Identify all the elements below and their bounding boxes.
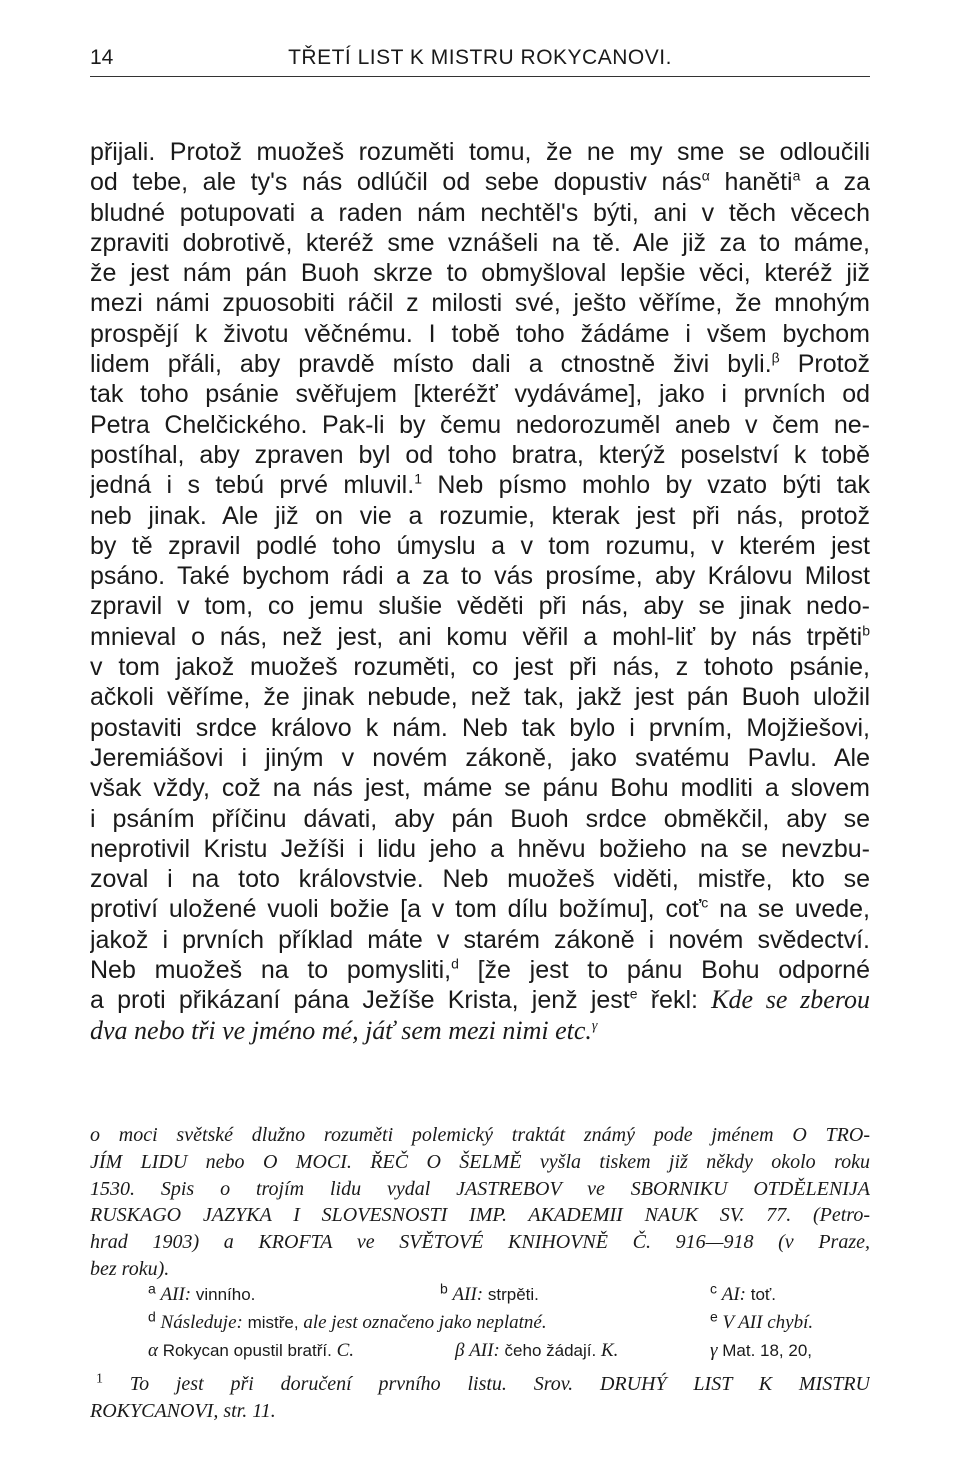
editorial-note — [90, 1122, 870, 1283]
text-line: psáno. Také bychom rádi a za to vás prosíme, aby Královu Milost — [90, 562, 870, 591]
apparatus-entry: $^c$ AI: toť. — [710, 1280, 777, 1305]
text-line: v tom jakož muožeš rozuměti, co jest při nás, z tohoto psánie, — [90, 653, 870, 682]
note-line: RUSKAGO JAZYKA I SLOVESNOSTI IMP. AKADEMII NAUK SV. 77. (Petro- — [90, 1204, 870, 1227]
apparatus-entry: $^d$ Následuje: mistře, ale jest označeno jako neplatné. — [148, 1308, 547, 1333]
text-line: protiví uložené vuoli božie [a v tom dílu božímu], coť$^c$ na se uvede, — [90, 895, 870, 924]
note-line: hrad 1903) a KROFTA ve SVĚTOVÉ KNIHOVNĚ Č. 916—918 (v Praze, — [90, 1231, 870, 1254]
note-line: bez roku). — [90, 1257, 170, 1280]
text-line: ačkoli věříme, že jinak nebude, než tak, jakž jest pán Buoh uložil — [90, 683, 870, 712]
apparatus-entry: $^e$ V AII chybí. — [710, 1308, 814, 1333]
text-line: lidem přáli, aby pravdě místo dali a ctnostně živi byli.$^\beta$ Protož — [90, 349, 870, 379]
text-line: zoval i na toto královstvie. Neb muožeš viděti, mistře, kto se — [90, 865, 870, 894]
note-line: $^1$ To jest při doručení prvního listu. Srov. DRUHÝ LIST K MISTRU — [96, 1371, 870, 1395]
text-line: neb jinak. Ale již on vie a rozumie, kterak jest při nás, protož — [90, 501, 870, 530]
text-line: přijali. Protož muožeš rozuměti tomu, že ne my sme se odloučili — [90, 138, 870, 166]
main-text — [90, 137, 870, 1046]
note-line: JÍM LIDU nebo O MOCI. ŘEČ O ŠELMĚ vyšla tiskem již někdy okolo roku — [90, 1150, 870, 1173]
page-number: 14 — [90, 46, 114, 69]
footnote-1 — [90, 1371, 870, 1425]
text-line: tak toho psánie svěřujem [kteréžť vydáváme], jako i prvních od — [90, 380, 870, 409]
text-line: jakož i prvních příklad máte v starém zákoně i novém svědectví. — [90, 925, 870, 954]
text-line: i psáním příčinu dávati, aby pán Buoh srdce obměkčil, aby se — [90, 804, 870, 833]
text-line: by tě zpravil podlé toho úmyslu a v tom rozumu, v kterém jest — [90, 531, 870, 560]
text-line: neprotivil Kristu Ježíši i lidu jeho a hněvu božieho na se nevzbu- — [90, 834, 870, 863]
text-line: a proti přikázaní pána Ježíše Krista, jenž jest$^e$ řekl: Kde se zberou — [90, 985, 870, 1015]
page-header — [90, 40, 870, 74]
apparatus-row — [90, 1280, 870, 1312]
text-line: Neb muožeš na to pomysliti,$^d$ [že jest to pánu Bohu odporné — [90, 955, 870, 985]
text-line: od tebe, ale ty's nás odlúčil od sebe dopustiv nás$^\alpha$ haněti$^a$ a za — [90, 167, 870, 197]
header-rule — [90, 76, 870, 77]
text-line: Petra Chelčického. Pak-li by čemu nedorozuměl aneb v čem ne- — [90, 410, 870, 439]
running-title: TŘETÍ LIST K MISTRU ROKYCANOVI. — [288, 46, 672, 69]
note-line: ROKYCANOVI, str. 11. — [90, 1399, 276, 1422]
text-line: postaviti srdce královo k nám. Neb tak bylo i prvním, Mojžiešovi, — [90, 713, 870, 742]
text-line: postíhal, aby zpraven byl od toho bratra, kterýž poselství k tobě — [90, 440, 870, 469]
critical-apparatus — [90, 1280, 870, 1368]
text-line: zpraviti dobrotivě, kteréž sme vznášeli na tě. Ale již za to máme, — [90, 228, 870, 257]
text-line: však vždy, což na nás jest, máme se pánu Bohu modliti a slovem — [90, 774, 870, 803]
text-line: mezi námi zpuosobiti ráčil z milosti své, ješto věříme, že mnohým — [90, 289, 870, 318]
apparatus-entry: α Rokycan opustil bratří. C. — [148, 1340, 355, 1361]
text-line: zpravil v tom, co jemu slušie věděti při nás, aby se jinak nedo- — [90, 592, 870, 621]
text-line: bludné potupovati a raden nám nechtěl's býti, ani v těch věcech — [90, 198, 870, 227]
text-line: že jest nám pán Buoh skrze to obmyšloval lepšie věci, kteréž již — [90, 259, 870, 288]
text-line: prospějí k životu věčnému. I tobě toho žádáme i všem bychom — [90, 319, 870, 348]
text-line: dva nebo tři ve jméno mé, jáť sem mezi nimi etc.$^\gamma$ — [90, 1015, 598, 1045]
apparatus-entry: γ Mat. 18, 20, — [710, 1340, 813, 1361]
apparatus-row — [90, 1308, 870, 1340]
apparatus-entry: $^a$ AII: vinního. — [148, 1280, 256, 1305]
note-line: o moci světské dlužno rozuměti polemický traktát známý pode jménem O TRO- — [90, 1124, 870, 1146]
apparatus-entry: β AII: čeho žádají. K. — [455, 1340, 619, 1361]
note-line: 1530. Spis o trojím lidu vydal JASTREBOV ve SBORNIKU OTDĚLENIJA — [90, 1177, 870, 1200]
apparatus-row — [90, 1340, 870, 1368]
text-line: Jeremiášovi i jiným v novém zákoně, jako svatému Pavlu. Ale — [90, 743, 870, 772]
apparatus-entry: $^b$ AII: strpěti. — [440, 1280, 539, 1305]
text-line: jedná i s tebú prvé mluvil.$^1$ Neb písmo mohlo by vzato býti tak — [90, 470, 870, 500]
text-line: mnieval o nás, než jest, ani komu věřil a mohl-liť by nás trpěti$^b$ — [90, 622, 870, 651]
